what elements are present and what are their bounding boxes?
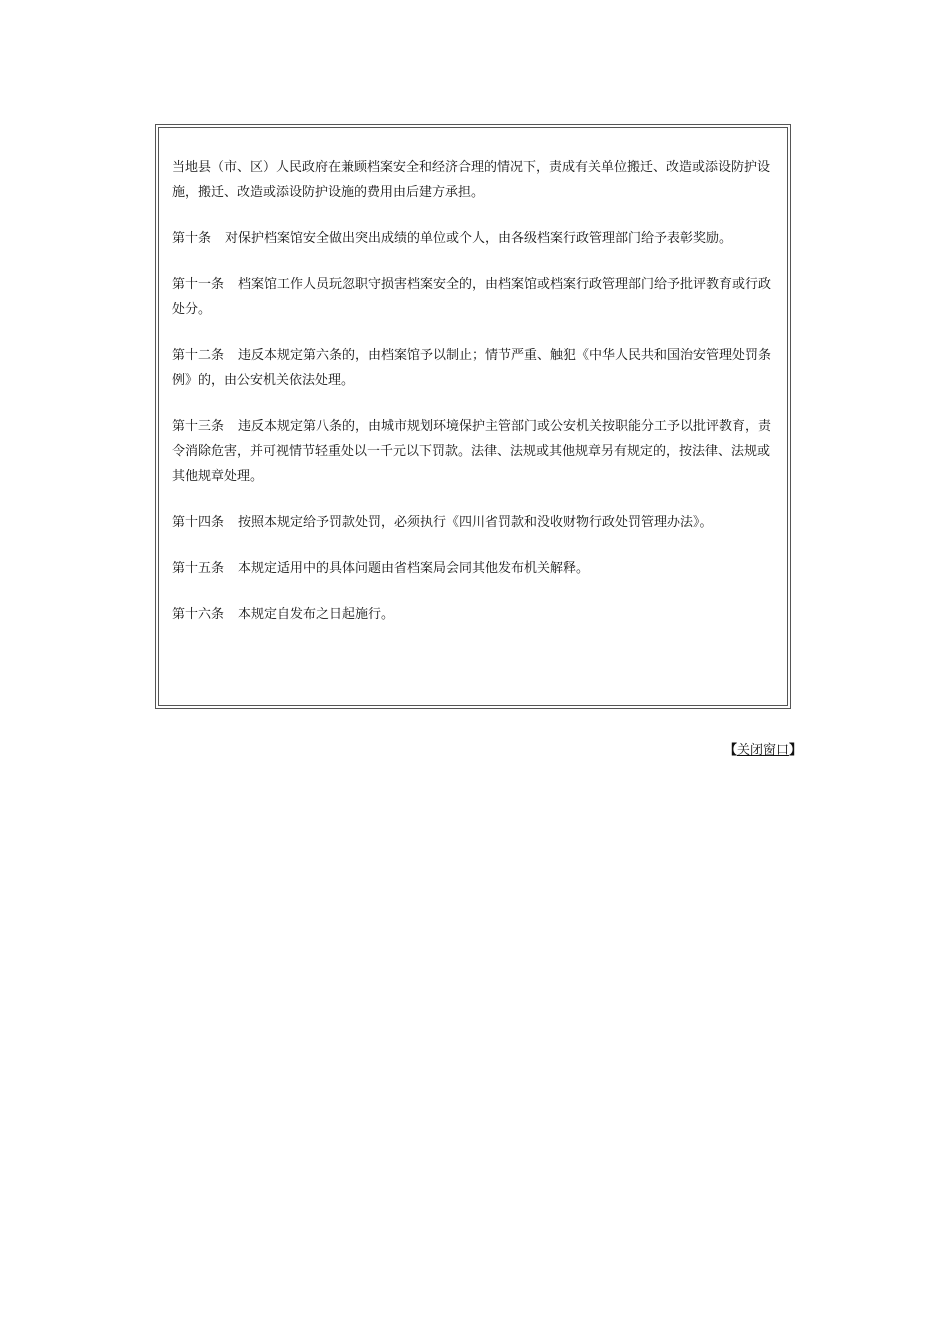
article-text: 违反本规定第六条的，由档案馆予以制止；情节严重、触犯《中华人民共和国治安管理处罚条例》的，由公安机关依法处理。 xyxy=(172,348,772,388)
article-paragraph xyxy=(172,343,776,393)
article-number: 第十六条 xyxy=(172,607,225,622)
article-paragraph xyxy=(172,272,776,322)
article-text: 按照本规定给予罚款处罚，必须执行《四川省罚款和没收财物行政处罚管理办法》。 xyxy=(238,515,713,530)
article-paragraph xyxy=(172,602,776,627)
article-number: 第十五条 xyxy=(172,561,225,576)
article-number: 第十二条 xyxy=(172,348,225,363)
article-text: 当地县（市、区）人民政府在兼顾档案安全和经济合理的情况下，责成有关单位搬迁、改造或添设防护设施，搬迁、改造或添设防护设施的费用由后建方承担。 xyxy=(172,160,771,200)
article-number: 第十三条 xyxy=(172,419,225,434)
close-window-close-bracket: 】 xyxy=(788,743,802,758)
article-number: 第十四条 xyxy=(172,515,225,530)
article-text: 违反本规定第八条的，由城市规划环境保护主管部门或公安机关按职能分工予以批评教育，责令消除危害，并可视情节轻重处以一千元以下罚款。法律、法规或其他规章另有规定的，按法律、法规或其他规章处理。 xyxy=(172,419,772,484)
close-window-open-bracket: 【 xyxy=(723,743,737,758)
article-number: 第十条 xyxy=(172,231,212,246)
article-text: 对保护档案馆安全做出突出成绩的单位或个人，由各级档案行政管理部门给予表彰奖励。 xyxy=(225,231,733,246)
article-paragraph xyxy=(172,414,776,489)
article-paragraph xyxy=(172,556,776,581)
article-paragraph xyxy=(172,510,776,535)
article-text: 本规定适用中的具体问题由省档案局会同其他发布机关解释。 xyxy=(238,561,590,576)
article-list xyxy=(172,155,776,648)
article-text: 档案馆工作人员玩忽职守损害档案安全的，由档案馆或档案行政管理部门给予批评教育或行政处分。 xyxy=(172,277,772,317)
article-paragraph xyxy=(172,226,776,251)
article-text: 本规定自发布之日起施行。 xyxy=(238,607,395,622)
close-window-control xyxy=(724,741,802,761)
article-number: 第十一条 xyxy=(172,277,225,292)
close-window-link[interactable]: 关闭窗口 xyxy=(736,743,789,758)
article-paragraph xyxy=(172,155,776,205)
